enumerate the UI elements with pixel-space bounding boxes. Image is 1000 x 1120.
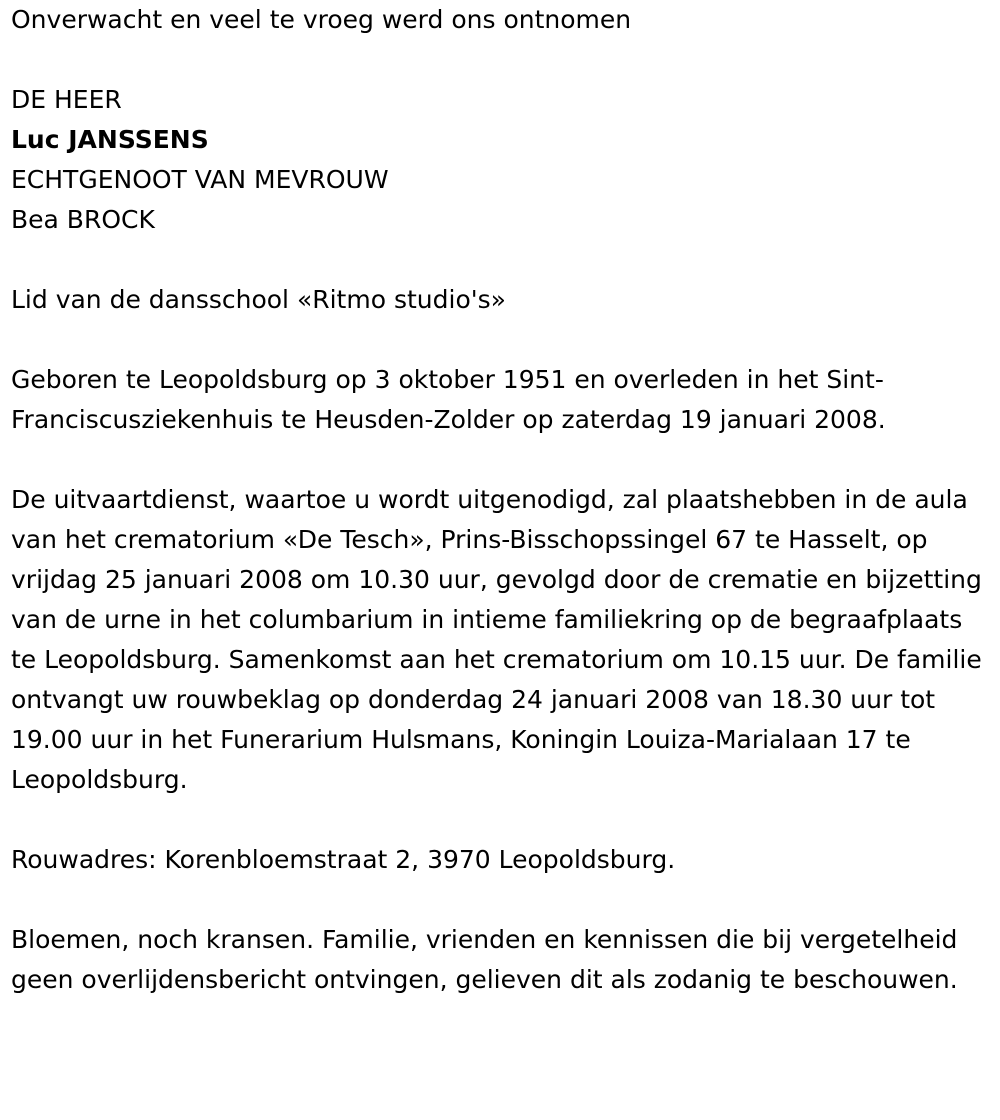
spacer — [11, 800, 986, 840]
spacer — [11, 240, 986, 280]
flowers-paragraph: Bloemen, noch kransen. Familie, vrienden en kennissen die bij vergetelheid geen overlijdensbericht ontvingen, gelieven dit als zodanig te beschouwen. — [11, 925, 958, 994]
funeral-paragraph: De uitvaartdienst, waartoe u wordt uitgenodigd, zal plaatshebben in de aula van het crematorium «De Tesch», Prins-Bisschopssingel 67 te Hasselt, op vrijdag 25 januari 2008 om 10.30 uur, gevolgd door de crematie en bijzetting van de urne in het columbarium in intieme familiekring op de begraafplaats te Leopoldsburg. Samenkomst aan het crematorium om 10.15 uur. De familie ontvangt uw rouwbeklag op donderdag 24 januari 2008 van 18.30 uur tot 19.00 uur in het Funerarium Hulsmans, Koningin Louiza-Marialaan 17 te Leopoldsburg. — [11, 485, 982, 794]
spacer — [11, 40, 986, 80]
title-prefix: DE HEER — [11, 85, 122, 114]
spacer — [11, 320, 986, 360]
obituary-text — [11, 0, 986, 1000]
spacer — [11, 440, 986, 480]
birth-death-paragraph: Geboren te Leopoldsburg op 3 oktober 1951 en overleden in het Sint-Franciscusziekenhuis te Heusden-Zolder op zaterdag 19 januari 2008. — [11, 365, 886, 434]
intro-line: Onverwacht en veel te vroeg werd ons ontnomen — [11, 5, 632, 34]
spouse-name: Bea BROCK — [11, 205, 155, 234]
deceased-name: Luc JANSSENS — [11, 125, 209, 154]
membership-line: Lid van de dansschool «Ritmo studio's» — [11, 285, 506, 314]
spacer — [11, 880, 986, 920]
address-line: Rouwadres: Korenbloemstraat 2, 3970 Leopoldsburg. — [11, 845, 676, 874]
spouse-prefix: ECHTGENOOT VAN MEVROUW — [11, 165, 389, 194]
